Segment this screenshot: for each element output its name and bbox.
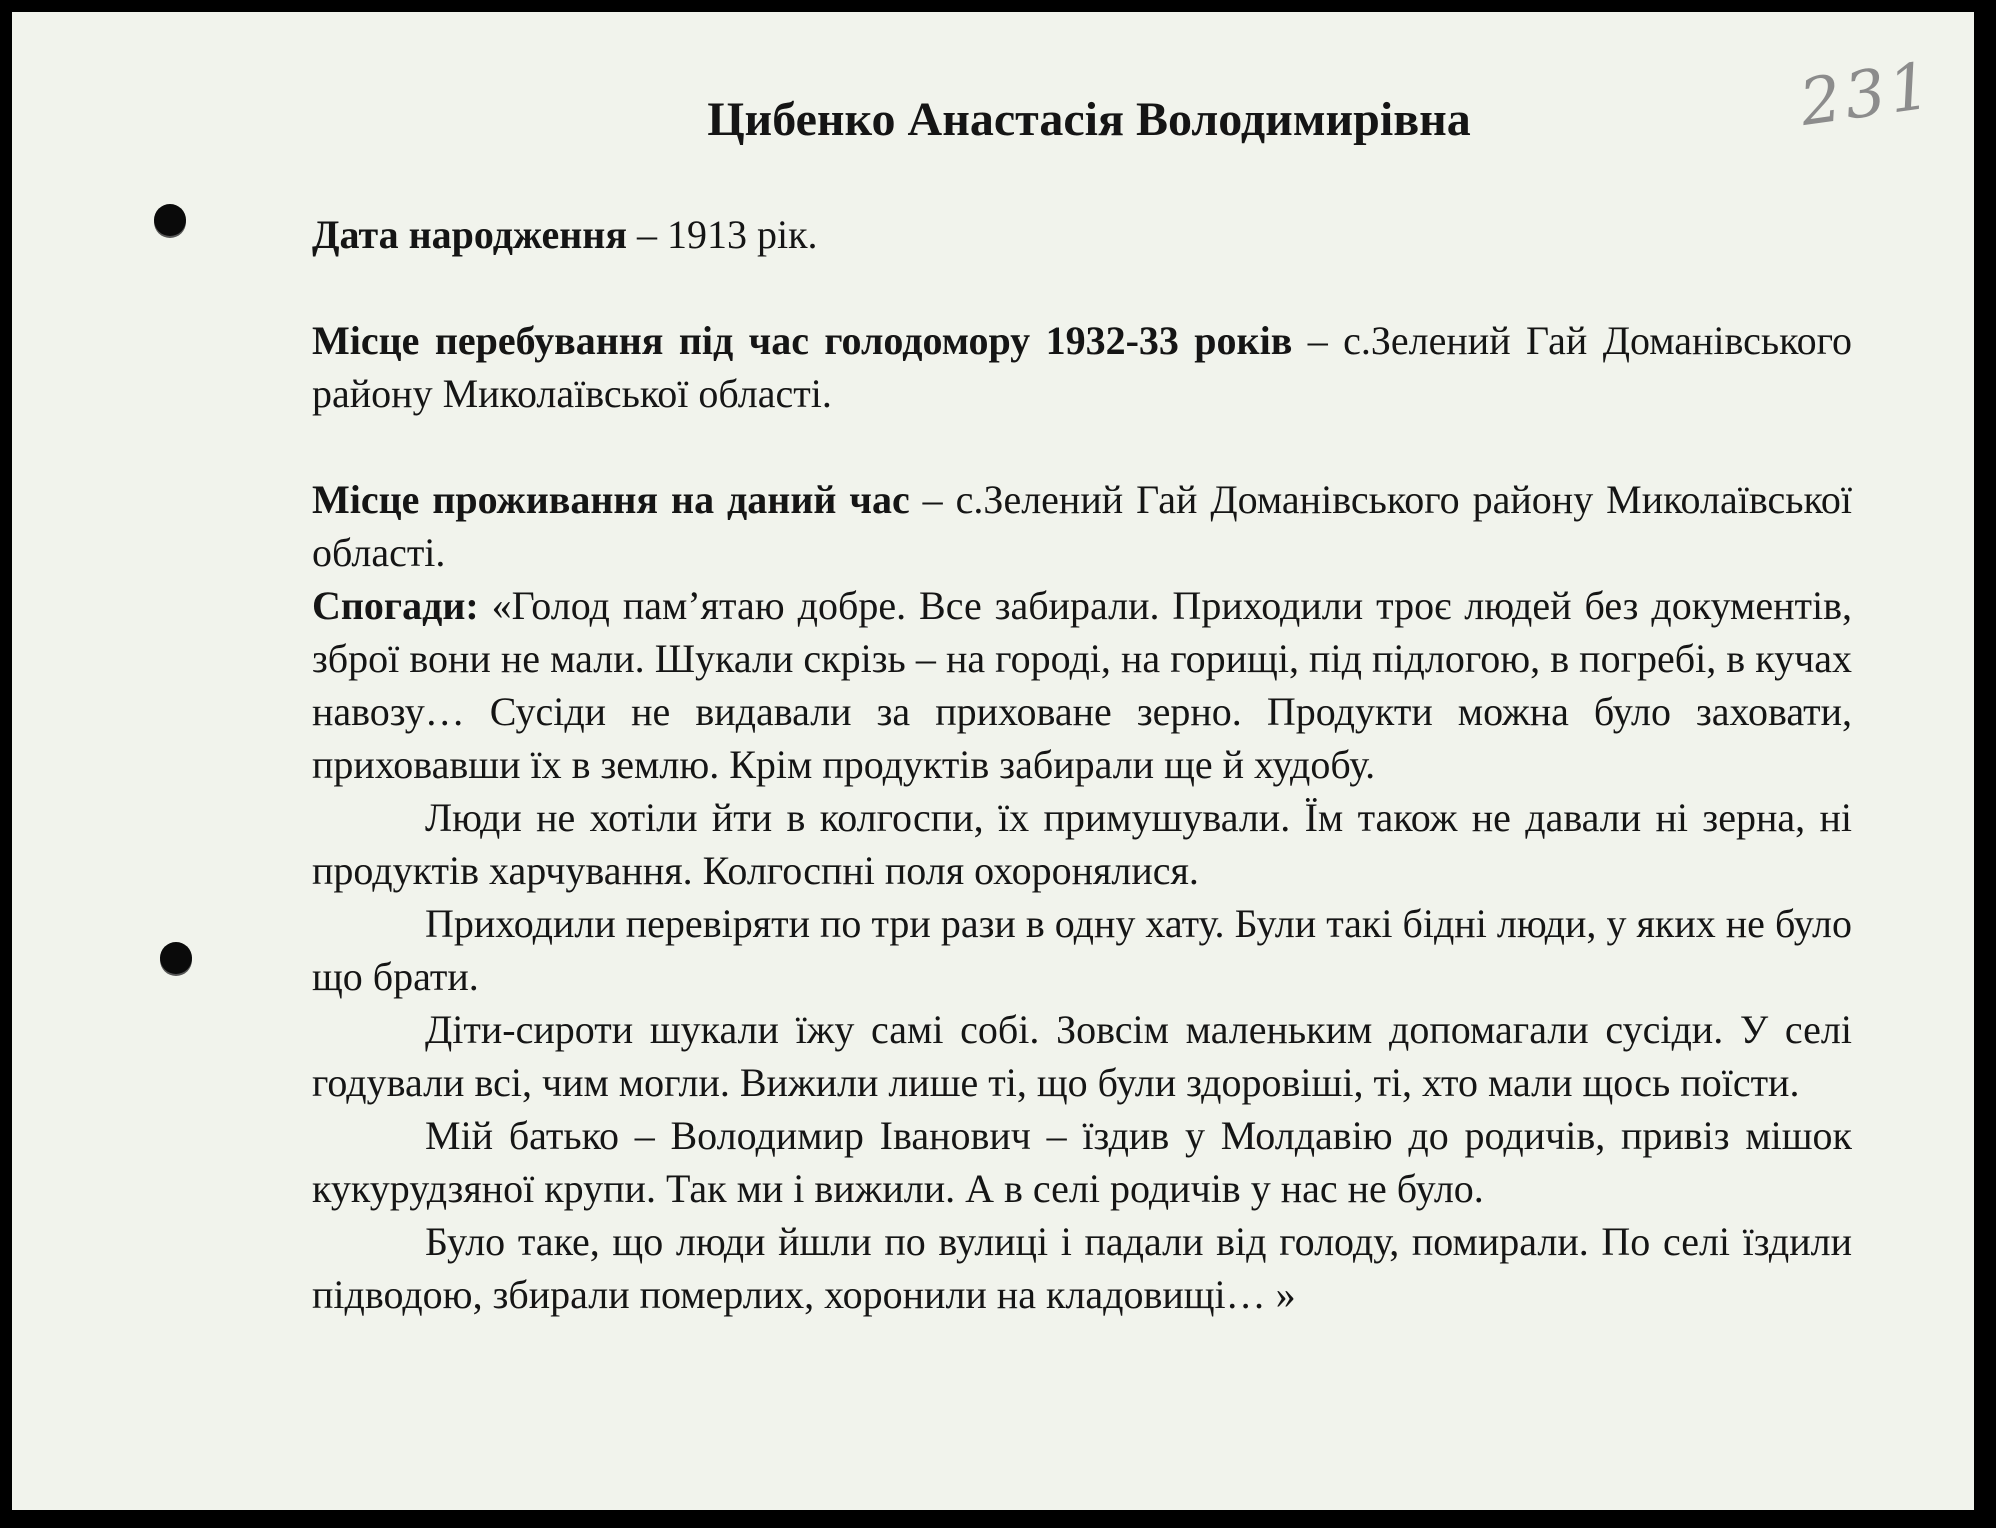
document-title: Цибенко Анастасія Володимирівна (707, 93, 1471, 146)
memories-intro-text: «Голод пам’ятаю добре. Все забирали. Приходили троє людей без документів, зброї вони не мали. Шукали скрізь – на городі, на горищі, під підлогою, в погребі, в кучах навозу… Сусіди не видавали за приховане зерно. Продукти можна було заховати, приховавши їх в землю. Крім продуктів забирали ще й худобу. (312, 583, 1852, 787)
memories-intro-paragraph (312, 579, 1852, 791)
birth-date-field (312, 208, 1852, 261)
famine-place-separator: – (1292, 318, 1344, 363)
memories-paragraph: Було таке, що люди йшли по вулиці і падали від голоду, помирали. По селі їздили підводою, збирали померлих, хоронили на кладовищі… » (312, 1219, 1852, 1317)
memories-paragraph: Люди не хотіли йти в колгоспи, їх примушували. Їм також не давали ні зерна, ні продуктів харчування. Колгоспні поля охоронялися. (312, 795, 1852, 893)
birth-date-label: Дата народження (312, 212, 627, 257)
birth-date-separator: – (626, 212, 667, 257)
punch-hole-top (154, 204, 186, 236)
current-residence-value: с.Зелений Гай Доманівського району Миколаївської області. (312, 477, 1852, 575)
famine-place-field (312, 314, 1852, 420)
current-residence-separator: – (909, 477, 956, 522)
famine-place-value: с.Зелений Гай Доманівського району Миколаївської області. (312, 318, 1852, 416)
memories-paragraph: Мій батько – Володимир Іванович – їздив у Молдавію до родичів, привіз мішок кукурудзяної крупи. Так ми і вижили. А в селі родичів у нас не було. (312, 1113, 1852, 1211)
current-residence-field (312, 473, 1852, 579)
document-page (12, 12, 1974, 1510)
document-content (312, 90, 1852, 1321)
famine-place-label: Місце перебування під час голодомору 1932-33 років (312, 318, 1293, 363)
memories-paragraph: Приходили перевіряти по три рази в одну хату. Були такі бідні люди, у яких не було що брати. (312, 901, 1852, 999)
current-residence-label: Місце проживання на даний час (312, 477, 910, 522)
page-number-handwritten: 231 (1795, 49, 1939, 141)
birth-date-value: 1913 рік. (666, 212, 818, 257)
spacer (312, 261, 1852, 314)
memories-label: Спогади: (312, 583, 479, 628)
punch-hole-bottom (160, 942, 192, 974)
spacer (312, 420, 1852, 473)
memories-paragraph: Діти-сироти шукали їжу самі собі. Зовсім маленьким допомагали сусіди. У селі годували всі, чим могли. Вижили лише ті, що були здоровіші, ті, хто мали щось поїсти. (312, 1007, 1852, 1105)
